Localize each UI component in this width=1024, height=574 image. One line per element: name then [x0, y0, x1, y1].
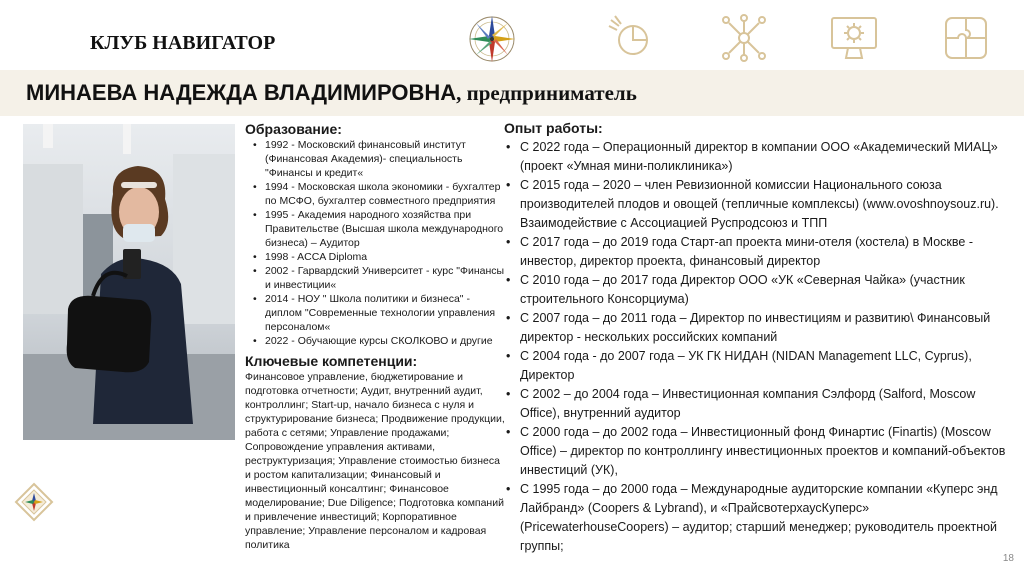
list-item: • 2014 - НОУ " Школа политики и бизнеса" - диплом "Современные технологии управления персоналом«: [265, 292, 505, 334]
person-name: МИНАЕВА НАДЕЖДА ВЛАДИМИРОВНА: [26, 80, 457, 105]
list-item: • С 2000 года – до 2002 года – Инвестиционный фонд Финартис (Finartis) (Moscow Office) – директор по контроллингу инвестиционных проектов и компаний-объектов инвестиций (УК),: [520, 423, 1009, 480]
list-item: • С 2022 года – Операционный директор в компании ООО «Академический МИАЦ» (проект «Умная мини-поликлиника»): [520, 138, 1009, 176]
list-item: • С 2010 года – до 2017 года Директор ООО «УК «Северная Чайка» (участник строительного Консорциума): [520, 271, 1009, 309]
experience-list: [504, 138, 1009, 556]
list-item: • 1995 - Академия народного хозяйства при Правительстве (Высшая школа международного бизнеса) – Аудитор: [265, 208, 505, 250]
competencies-title: Ключевые компетенции:: [245, 353, 418, 369]
list-item: • 1992 - Московский финансовый институт (Финансовая Академия)- специальность "Финансы и кредит«: [265, 138, 505, 180]
puzzle-icon: [940, 12, 992, 64]
portrait-photo: [23, 124, 235, 440]
list-item: • 1998 - ACCA Diploma: [265, 250, 505, 264]
person-heading: [26, 80, 637, 106]
list-item: • 2002 - Гарвардский Университет - курс "Финансы и инвестиции«: [265, 264, 505, 292]
club-title: КЛУБ НАВИГАТОР: [90, 32, 276, 54]
monitor-gear-icon: [828, 12, 880, 64]
list-item: • 2022 - Обучающие курсы СКОЛКОВО и другие: [265, 334, 505, 348]
experience-title: Опыт работы:: [504, 120, 603, 136]
network-icon: [718, 12, 770, 64]
page-number: 18: [1002, 553, 1014, 564]
education-title: Образование:: [245, 121, 342, 137]
compass-icon: [467, 14, 517, 64]
list-item: • С 2004 года - до 2007 года – УК ГК НИДАН (NIDAN Management LLC, Cyprus), Директор: [520, 347, 1009, 385]
list-item: • С 2015 года – 2020 – член Ревизионной комиссии Национального союза производителей плодов и овощей (тепличные комплексы) (www.ovoshnoysouz.ru). Взаимодействие с Ассоциацией Руспродсоюз и ТПП: [520, 176, 1009, 233]
education-list: [245, 138, 505, 348]
person-role: , предприниматель: [456, 81, 637, 105]
list-item: • С 2007 года – до 2011 года – Директор по инвестициям и развитию\ Финансовый директор - нескольких российских компаний: [520, 309, 1009, 347]
list-item: • С 2017 года – до 2019 года Старт-ап проекта мини-отеля (хостела) в Москве - инвестор, директор проекта, финансовый директор: [520, 233, 1009, 271]
competencies-text: Финансовое управление, бюджетирование и подготовка отчетности; Аудит, внутренний аудит, контроллинг; Start-up, начало бизнеса с нуля и структурирование бизнеса; Продвижение продукции, работа с сетями; Управление продажами; Сопровождение управления активами, реструктуризация; Управление стоимостью бизнеса и ростом капитализации; Финансовый и инвестиционный консалтинг; Финансовое моделирование; Due Diligence; Подготовка компаний и привлечение инвестиций; Корпоративное управление; Управление персоналом и кадровая политика: [245, 371, 505, 551]
list-item: • 1994 - Московская школа экономики - бухгалтер по МСФО, бухгалтер совместного предприятия: [265, 180, 505, 208]
list-item: • С 1995 года – до 2000 года – Международные аудиторские компании «Куперс энд Лайбранд» (Coopers & Lybrand), и «ПрайсвотерхаусКуперс» (PricewaterhouseCoopers) – аудитор; старший менеджер; руководитель проектной группы;: [520, 480, 1009, 556]
pie-chart-icon: [605, 12, 657, 64]
rose-emblem-icon: [14, 482, 54, 522]
list-item: • С 2002 – до 2004 года – Инвестиционная компания Сэлфорд (Salford, Moscow Office), внутренний аудитор: [520, 385, 1009, 423]
